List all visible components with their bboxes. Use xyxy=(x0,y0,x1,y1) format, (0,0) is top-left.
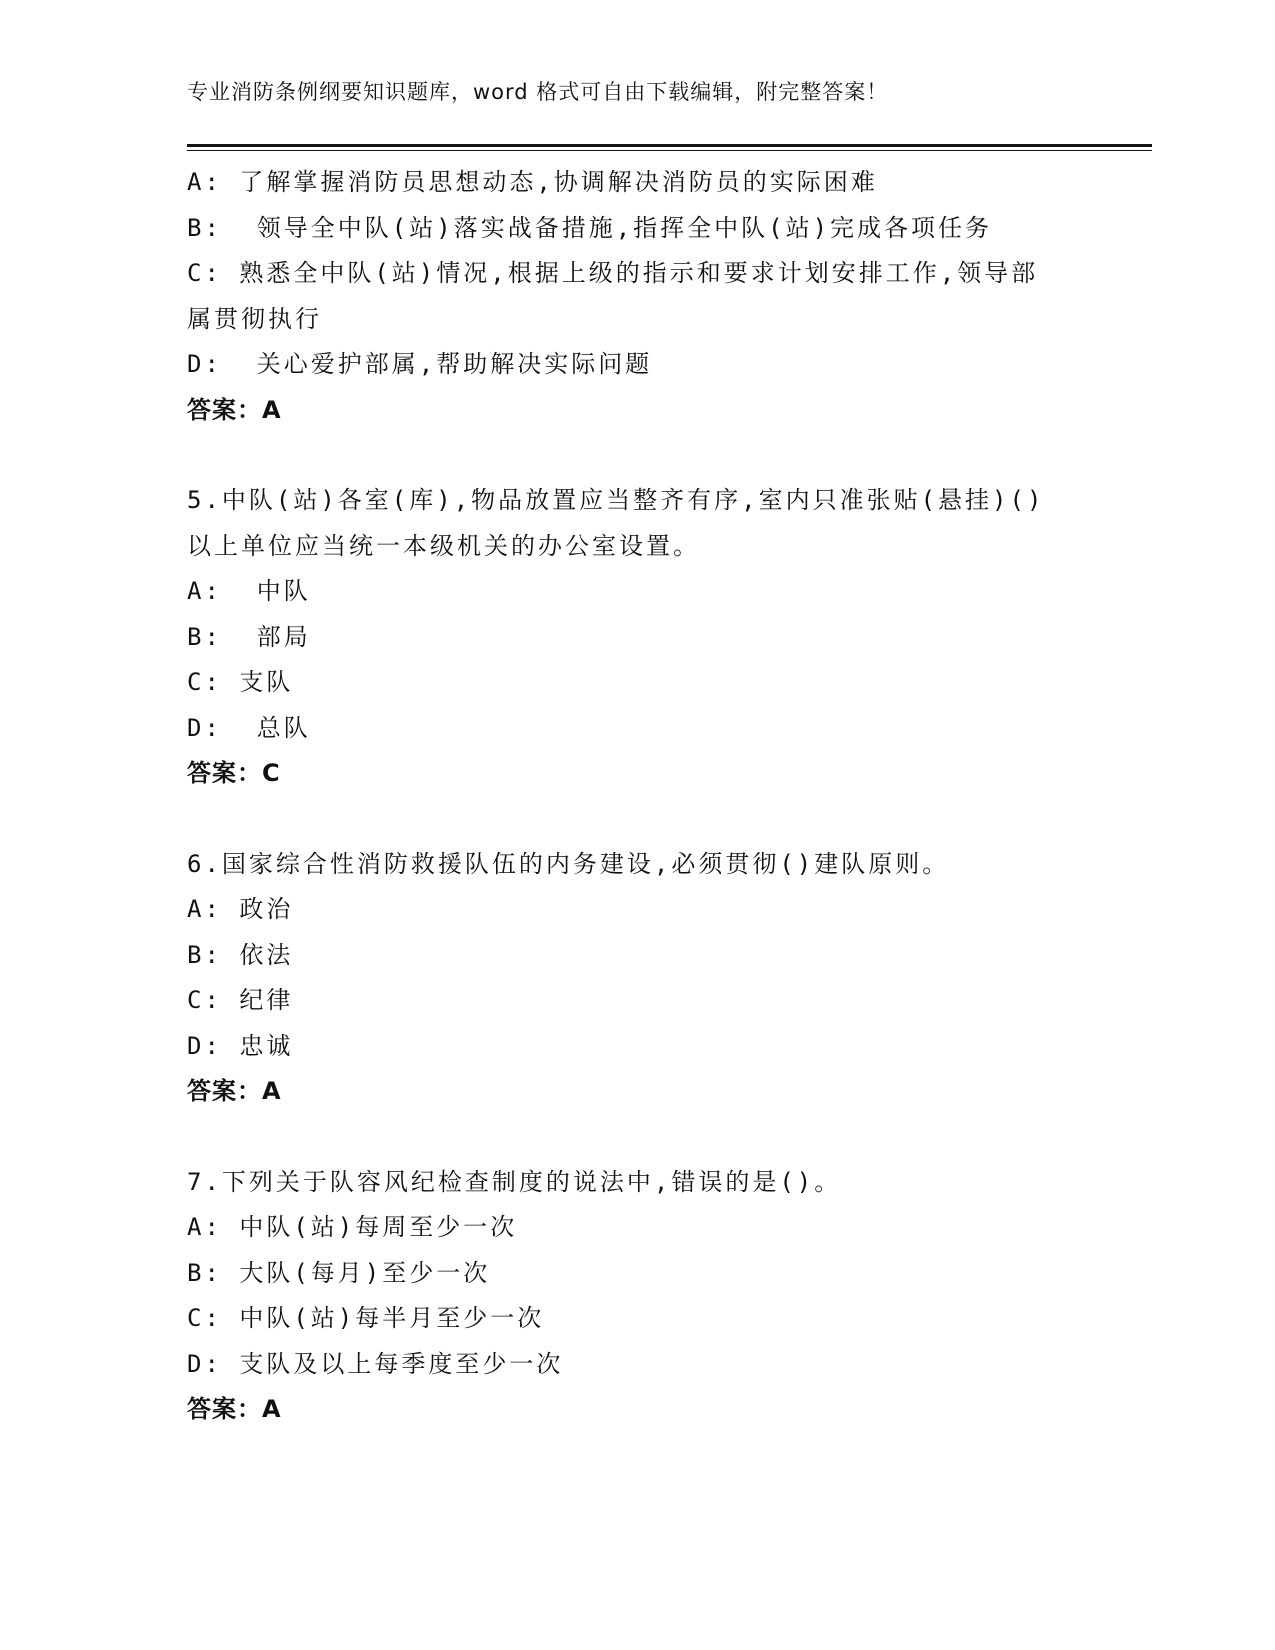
question-7 xyxy=(187,1160,1087,1433)
option-b: B: 依法 xyxy=(187,940,294,969)
option-c: C: 支队 xyxy=(187,668,294,696)
question-stem: 5.中队(站)各室(库),物品放置应当整齐有序,室内只准张贴(悬挂)() xyxy=(187,486,1045,514)
question-stem: 7.下列关于队容风纪检查制度的说法中,错误的是()。 xyxy=(187,1167,842,1196)
option-b: B: 大队(每月)至少一次 xyxy=(187,1258,491,1287)
option-c: C: 熟悉全中队(站)情况,根据上级的指示和要求计划安排工作,领导部 xyxy=(187,259,1039,287)
header-rule-thin xyxy=(187,150,1152,151)
header-rule-thick xyxy=(187,144,1152,147)
option-a: A: 政治 xyxy=(187,895,294,923)
question-5 xyxy=(187,478,1087,797)
option-c: C: 中队(站)每半月至少一次 xyxy=(187,1304,545,1332)
option-d: D: 支队及以上每季度至少一次 xyxy=(187,1349,564,1378)
answer: 答案：A xyxy=(187,395,282,424)
question-stem: 6.国家综合性消防救援队伍的内务建设,必须贯彻()建队原则。 xyxy=(187,849,950,878)
option-a: A: 中队 xyxy=(187,577,311,605)
option-b: B: 部局 xyxy=(187,622,311,651)
question-4-partial xyxy=(187,160,1087,433)
answer: 答案：C xyxy=(187,759,281,787)
answer: 答案：A xyxy=(187,1077,282,1105)
spacer xyxy=(187,433,1087,478)
option-c: C: 纪律 xyxy=(187,986,294,1014)
option-b: B: 领导全中队(站)落实战备措施,指挥全中队(站)完成各项任务 xyxy=(187,213,993,242)
option-d: D: 总队 xyxy=(187,713,311,742)
question-6 xyxy=(187,842,1087,1115)
answer: 答案：A xyxy=(187,1395,282,1423)
option-c-continued: 属贯彻执行 xyxy=(187,304,322,333)
option-a: A: 中队(站)每周至少一次 xyxy=(187,1213,518,1241)
option-a: A: 了解掌握消防员思想动态,协调解决消防员的实际困难 xyxy=(187,168,878,196)
spacer xyxy=(187,797,1087,842)
option-d: D: 关心爱护部属,帮助解决实际问题 xyxy=(187,350,653,378)
question-content xyxy=(187,160,1087,1433)
page-header: 专业消防条例纲要知识题库，word 格式可自由下载编辑，附完整答案！ xyxy=(187,80,889,104)
question-stem-continued: 以上单位应当统一本级机关的办公室设置。 xyxy=(187,531,700,560)
option-d: D: 忠诚 xyxy=(187,1031,294,1060)
spacer xyxy=(187,1115,1087,1160)
